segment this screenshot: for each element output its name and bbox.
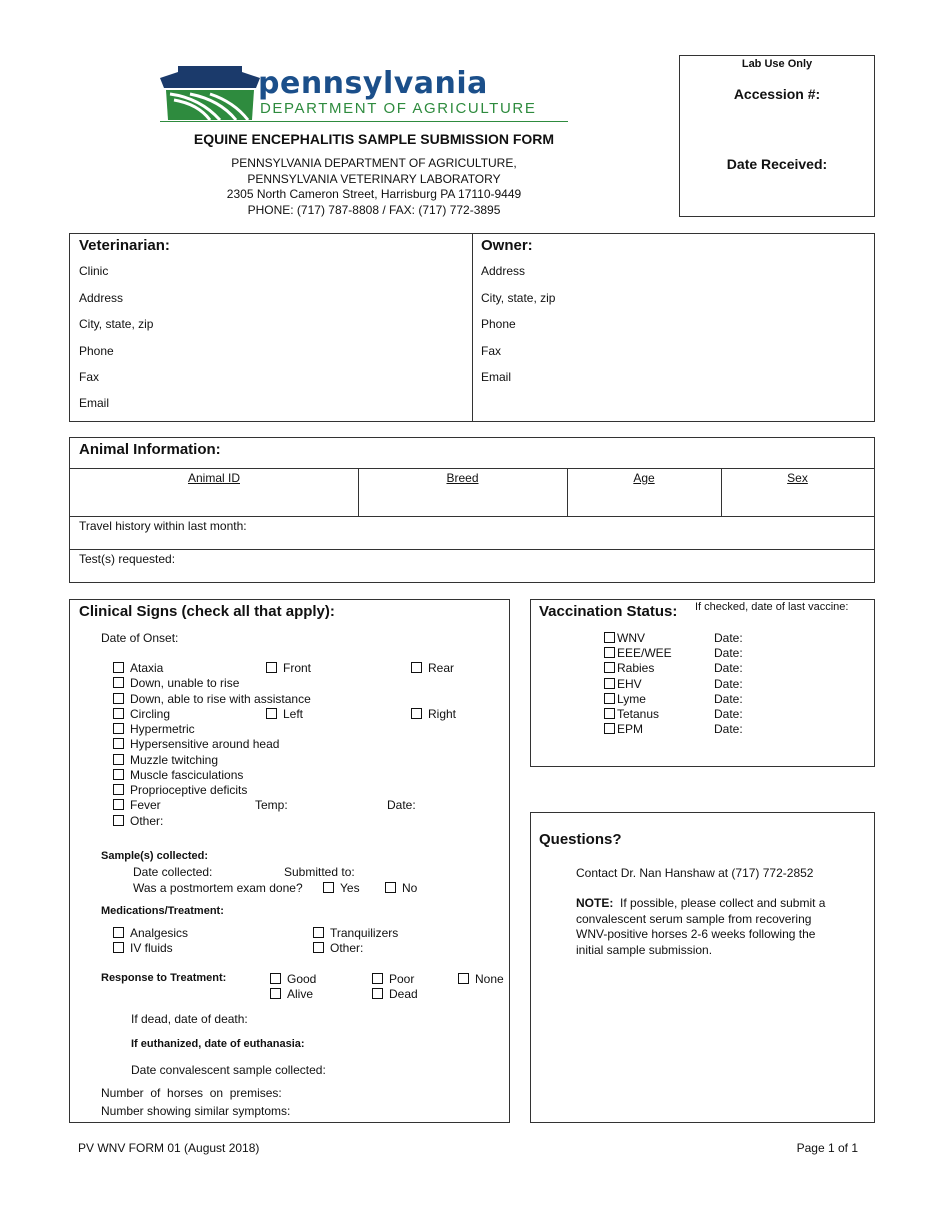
col-animal-id: Animal ID (187, 471, 240, 485)
vet-fax-label: Fax (79, 370, 100, 384)
vaccine-date-label: Date: (714, 646, 743, 660)
circling-right[interactable]: Right (411, 707, 456, 721)
owner-email-label: Email (481, 370, 512, 384)
vet-owner-box (69, 233, 875, 422)
checkbox[interactable] (113, 815, 124, 826)
checkbox[interactable] (113, 708, 124, 719)
vaccine-rabies[interactable]: Rabies (604, 661, 654, 675)
owner-title: Owner: (481, 237, 533, 254)
note-line: initial sample submission. (576, 942, 713, 957)
submitted-to-label: Submitted to: (284, 865, 355, 879)
checkbox[interactable] (604, 678, 615, 689)
vet-city-label: City, state, zip (79, 317, 154, 331)
questions-box (530, 812, 875, 1123)
checkbox[interactable] (313, 927, 324, 938)
fever-date-label: Date: (387, 798, 416, 812)
clinical-signs-box (69, 599, 510, 1123)
response-dead[interactable]: Dead (372, 987, 418, 1001)
sign-muzzle[interactable]: Muzzle twitching (113, 753, 218, 767)
vet-phone-label: Phone (79, 344, 114, 358)
note-line: convalescent serum sample from recovering (576, 911, 812, 926)
num-horses-label: Number of horses on premises: (101, 1086, 282, 1100)
fever-temp-label: Temp: (255, 798, 288, 812)
checkbox[interactable] (411, 708, 422, 719)
form-title: EQUINE ENCEPHALITIS SAMPLE SUBMISSION FORM (193, 131, 555, 147)
checkbox[interactable] (113, 693, 124, 704)
med-tranquilizers[interactable]: Tranquilizers (313, 926, 398, 940)
sign-ataxia[interactable]: Ataxia (113, 661, 163, 675)
vaccine-date-label: Date: (714, 631, 743, 645)
checkbox[interactable] (270, 988, 281, 999)
checkbox[interactable] (313, 942, 324, 953)
tests-requested-label: Test(s) requested: (79, 552, 176, 566)
sign-down-unable[interactable]: Down, unable to rise (113, 676, 239, 690)
response-poor[interactable]: Poor (372, 972, 414, 986)
date-of-death-label: If dead, date of death: (131, 1012, 248, 1026)
page-number: Page 1 of 1 (796, 1141, 858, 1155)
checkbox[interactable] (604, 693, 615, 704)
checkbox[interactable] (604, 632, 615, 643)
samples-title: Sample(s) collected: (101, 850, 208, 862)
vaccine-date-label: Date: (714, 722, 743, 736)
note-line: If possible, please collect and submit a (620, 896, 826, 910)
checkbox[interactable] (385, 882, 396, 893)
vaccination-title: Vaccination Status: (539, 603, 678, 620)
checkbox[interactable] (266, 708, 277, 719)
pda-logo (160, 64, 570, 124)
ataxia-front[interactable]: Front (266, 661, 311, 675)
postmortem-no[interactable]: No (385, 881, 417, 895)
response-none[interactable]: None (458, 972, 504, 986)
sign-circling[interactable]: Circling (113, 707, 170, 721)
vaccine-epm[interactable]: EPM (604, 722, 643, 736)
checkbox[interactable] (604, 708, 615, 719)
owner-city-label: City, state, zip (481, 291, 556, 305)
logo-name: pennsylvania (258, 66, 488, 101)
sign-fasciculations[interactable]: Muscle fasciculations (113, 768, 243, 782)
owner-address-label: Address (481, 264, 526, 278)
address-line: 2305 North Cameron Street, Harrisburg PA 17110-9449 (226, 187, 522, 201)
ataxia-rear[interactable]: Rear (411, 661, 454, 675)
sign-down-able[interactable]: Down, able to rise with assistance (113, 692, 311, 706)
address-line: PENNSYLVANIA VETERINARY LABORATORY (247, 171, 501, 186)
checkbox[interactable] (113, 942, 124, 953)
date-received-label: Date Received: (726, 156, 828, 172)
checkbox[interactable] (604, 647, 615, 658)
med-other[interactable]: Other: (313, 941, 363, 955)
circling-left[interactable]: Left (266, 707, 303, 721)
checkbox[interactable] (372, 988, 383, 999)
checkbox[interactable] (113, 738, 124, 749)
vaccine-lyme[interactable]: Lyme (604, 692, 646, 706)
clinical-signs-title: Clinical Signs (check all that apply): (79, 603, 335, 620)
date-euthanasia-label: If euthanized, date of euthanasia: (131, 1038, 305, 1050)
vaccine-date-label: Date: (714, 677, 743, 691)
keystone-icon (160, 64, 260, 122)
vaccination-subtitle: If checked, date of last vaccine: (695, 601, 849, 613)
checkbox[interactable] (604, 723, 615, 734)
checkbox[interactable] (113, 799, 124, 810)
lab-use-title: Lab Use Only (741, 58, 813, 70)
checkbox[interactable] (266, 662, 277, 673)
accession-label: Accession #: (733, 86, 821, 102)
vet-clinic-label: Clinic (79, 264, 109, 278)
checkbox[interactable] (323, 882, 334, 893)
vaccine-wnv[interactable]: WNV (604, 631, 645, 645)
meds-title: Medications/Treatment: (101, 905, 224, 917)
vaccine-date-label: Date: (714, 661, 743, 675)
sign-proprioceptive[interactable]: Proprioceptive deficits (113, 783, 247, 797)
postmortem-label: Was a postmortem exam done? (133, 881, 303, 895)
lab-use-box (679, 55, 875, 217)
checkbox[interactable] (372, 973, 383, 984)
vet-address-label: Address (79, 291, 124, 305)
response-title: Response to Treatment: (101, 972, 227, 984)
checkbox[interactable] (458, 973, 469, 984)
contact-text: Contact Dr. Nan Hanshaw at (717) 772-2852 (576, 866, 814, 880)
vaccine-ehv[interactable]: EHV (604, 677, 642, 691)
vaccine-tetanus[interactable]: Tetanus (604, 707, 659, 721)
vaccine-eee-wee[interactable]: EEE/WEE (604, 646, 672, 660)
questions-title: Questions? (539, 831, 622, 848)
travel-history-label: Travel history within last month: (79, 519, 247, 533)
sign-fever[interactable]: Fever (113, 798, 161, 812)
col-age: Age (633, 471, 655, 485)
col-breed: Breed (446, 471, 479, 485)
owner-phone-label: Phone (481, 317, 516, 331)
response-good[interactable]: Good (270, 972, 316, 986)
vaccine-date-label: Date: (714, 692, 743, 706)
col-sex: Sex (787, 471, 808, 485)
owner-fax-label: Fax (481, 344, 502, 358)
med-iv-fluids[interactable]: IV fluids (113, 941, 173, 955)
checkbox[interactable] (113, 677, 124, 688)
response-alive[interactable]: Alive (270, 987, 313, 1001)
address-line: PENNSYLVANIA DEPARTMENT OF AGRICULTURE, (231, 156, 517, 170)
checkbox[interactable] (113, 754, 124, 765)
postmortem-yes[interactable]: Yes (323, 881, 360, 895)
vaccination-box (530, 599, 875, 767)
sign-hypersensitive[interactable]: Hypersensitive around head (113, 737, 279, 751)
date-collected-label: Date collected: (133, 865, 213, 879)
address-block (160, 156, 588, 218)
animal-info-title: Animal Information: (79, 441, 221, 458)
vet-email-label: Email (79, 396, 110, 410)
veterinarian-title: Veterinarian: (79, 237, 170, 254)
form-id: PV WNV FORM 01 (August 2018) (78, 1141, 260, 1155)
note-block (576, 896, 825, 958)
vaccine-date-label: Date: (714, 707, 743, 721)
med-analgesics[interactable]: Analgesics (113, 926, 188, 940)
checkbox[interactable] (411, 662, 422, 673)
num-similar-label: Number showing similar symptoms: (101, 1104, 291, 1118)
convalescent-date-label: Date convalescent sample collected: (131, 1063, 326, 1077)
sign-other[interactable]: Other: (113, 814, 163, 828)
animal-info-box (69, 437, 875, 583)
checkbox[interactable] (604, 662, 615, 673)
checkbox[interactable] (113, 662, 124, 673)
note-line: WNV-positive horses 2-6 weeks following the (576, 927, 816, 941)
checkbox[interactable] (113, 784, 124, 795)
note-label: NOTE: (576, 896, 614, 910)
checkbox[interactable] (113, 723, 124, 734)
address-line: PHONE: (717) 787-8808 / FAX: (717) 772-3895 (247, 202, 501, 217)
checkbox[interactable] (113, 927, 124, 938)
checkbox[interactable] (270, 973, 281, 984)
logo-dept: DEPARTMENT OF AGRICULTURE (260, 100, 537, 117)
date-onset-label: Date of Onset: (101, 631, 179, 645)
checkbox[interactable] (113, 769, 124, 780)
sign-hypermetric[interactable]: Hypermetric (113, 722, 195, 736)
